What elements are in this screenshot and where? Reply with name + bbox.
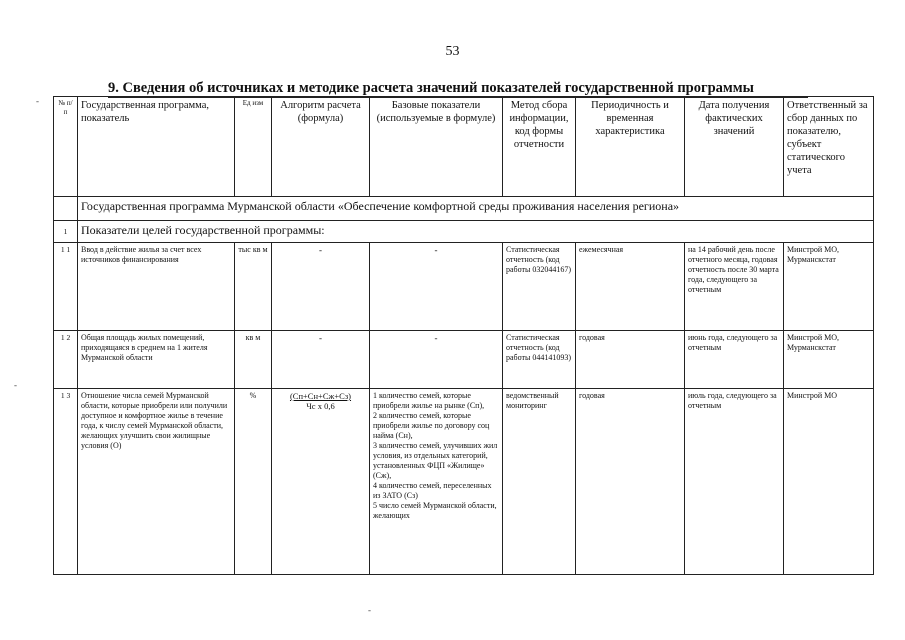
row-date: июнь года, следующего за отчетным (685, 331, 784, 389)
row-unit: кв м (235, 331, 272, 389)
header-method: Метод сбора информации, код формы отчетности (503, 97, 576, 197)
page-number: 53 (445, 44, 460, 59)
section-row (54, 221, 874, 243)
header-responsible: Ответственный за сбор данных по показателю, субъект статического учета (784, 97, 874, 197)
section-index: 1 (54, 221, 78, 243)
row-unit: тыс кв м (235, 243, 272, 331)
row-period: ежемесячная (576, 243, 685, 331)
row-date: июль года, следующего за отчетным (685, 389, 784, 575)
row-method: ведомственный мониторинг (503, 389, 576, 575)
header-period: Периодичность и временная характеристика (576, 97, 685, 197)
row-date: на 14 рабочий день после отчетного месяца, годовая отчетность после 30 марта года, следующего за отчетным (685, 243, 784, 331)
row-index: 1 3 (54, 389, 78, 575)
row-algorithm: - (272, 331, 370, 389)
row-algorithm: - (272, 243, 370, 331)
header-program: Государственная программа, показатель (78, 97, 235, 197)
row-method: Статистическая отчетность (код работы 044141093) (503, 331, 576, 389)
formula-denominator: Чс х 0,6 (306, 401, 335, 411)
base-item: 5 число семей Мурманской области, желающих (373, 501, 497, 520)
table-row (54, 389, 874, 575)
header-num: № п/п (54, 97, 78, 197)
table-row (54, 243, 874, 331)
section-title: Показатели целей государственной программы: (78, 221, 874, 243)
header-row (54, 97, 874, 197)
row-name: Ввод в действие жилья за счет всех источников финансирования (78, 243, 235, 331)
row-index: 1 2 (54, 331, 78, 389)
row-method: Статистическая отчетность (код работы 032044167) (503, 243, 576, 331)
program-title: Государственная программа Мурманской области «Обеспечение комфортной среды проживания населения региона» (78, 197, 874, 221)
row-responsible: Минстрой МО (784, 389, 874, 575)
row-base (370, 389, 503, 575)
row-responsible: Минстрой МО, Мурманскстат (784, 243, 874, 331)
header-base: Базовые показатели (используемые в формуле) (370, 97, 503, 197)
base-item: 1 количество семей, которые приобрели жилье на рынке (Сп), (373, 391, 485, 410)
row-period: годовая (576, 331, 685, 389)
row-base: - (370, 243, 503, 331)
base-item: 2 количество семей, которые приобрели жилье по договору соц найма (Сн), (373, 411, 490, 440)
header-date: Дата получения фактических значений (685, 97, 784, 197)
header-unit: Ед изм (235, 97, 272, 197)
row-formula (272, 389, 370, 575)
program-title-index (54, 197, 78, 221)
header-algorithm: Алгоритм расчета (формула) (272, 97, 370, 197)
base-item: 4 количество семей, переселенных из ЗАТО (Сз) (373, 481, 492, 500)
table-row (54, 331, 874, 389)
margin-mark: - (368, 605, 371, 615)
row-base: - (370, 331, 503, 389)
formula-numerator: (Сп+Сн+Сж+Сз) (289, 391, 352, 401)
row-responsible: Минстрой МО, Мурманскстат (784, 331, 874, 389)
page-heading: 9. Сведения об источниках и методике расчета значений показателей государственной программы (108, 80, 754, 96)
row-unit: % (235, 389, 272, 575)
program-title-row (54, 197, 874, 221)
row-name: Общая площадь жилых помещений, приходящаяся в среднем на 1 жителя Мурманской области (78, 331, 235, 389)
row-period: годовая (576, 389, 685, 575)
row-index: 1 1 (54, 243, 78, 331)
indicators-table (53, 96, 874, 575)
margin-mark: - (36, 96, 39, 106)
row-name: Отношение числа семей Мурманской области, которые приобрели или получили доступное и комфортное жилье в течение года, к числу семей Мурманской области, желающих улучшить свои жилищные условия (О) (78, 389, 235, 575)
margin-mark: - (14, 380, 17, 390)
base-item: 3 количество семей, улучивших жил условия, из отдельных категорий, установленных ФЦП «Жилище» (Сж), (373, 441, 498, 480)
